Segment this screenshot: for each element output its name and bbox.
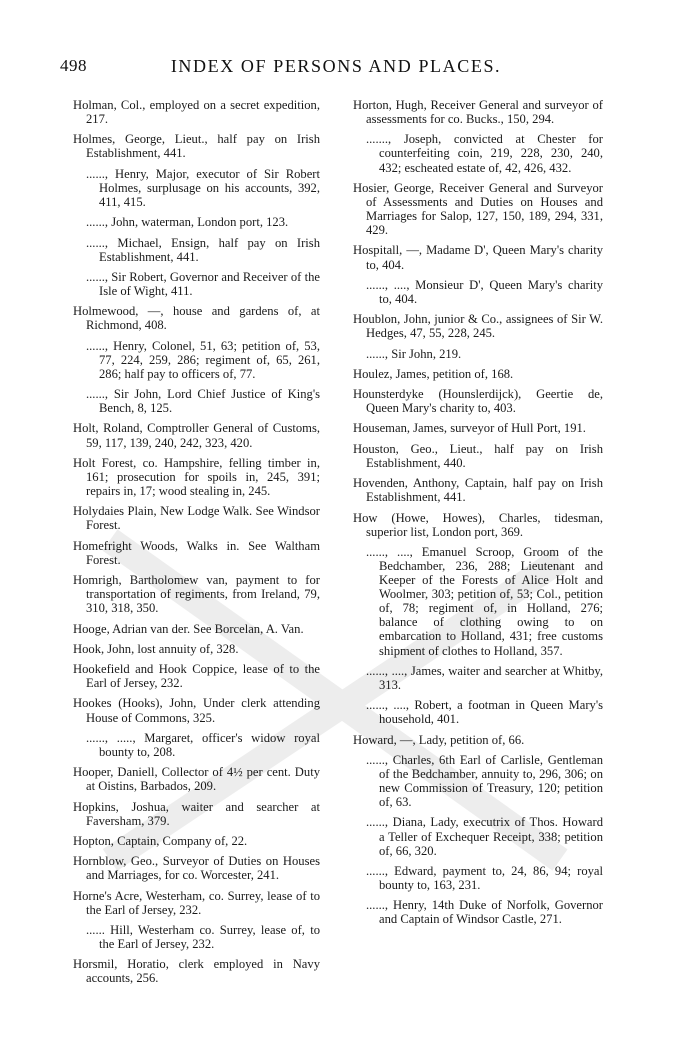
index-entry: Holmewood, —, house and gardens of, at Richmond, 408. <box>73 304 320 333</box>
index-subentry: ......, Charles, 6th Earl of Carlisle, Gentleman of the Bedchamber, annuity to, 296, 306; on new Commission of Treasury, 120; petition of, 63. <box>366 752 603 810</box>
index-subentry: ......, Sir John, Lord Chief Justice of King's Bench, 8, 125. <box>86 387 320 416</box>
index-entry: Houseman, James, surveyor of Hull Port, 191. <box>353 421 586 436</box>
index-entry: Holman, Col., employed on a secret expedition, 217. <box>73 98 320 127</box>
index-subentry: ......, Henry, Major, executor of Sir Robert Holmes, surplusage on his accounts, 392, 411, 415. <box>86 166 320 209</box>
index-entry: Hospitall, —, Madame D', Queen Mary's charity to, 404. <box>353 243 603 272</box>
index-subentry: ......, Edward, payment to, 24, 86, 94; royal bounty to, 163, 231. <box>366 863 603 892</box>
index-subentry: ......, Sir Robert, Governor and Receiver of the Isle of Wight, 411. <box>86 269 320 298</box>
index-subentry: ...... Hill, Westerham co. Surrey, lease of, to the Earl of Jersey, 232. <box>86 923 320 952</box>
index-entry: Holt, Roland, Comptroller General of Customs, 59, 117, 139, 240, 242, 323, 420. <box>73 421 320 450</box>
index-subentry: ......, John, waterman, London port, 123. <box>86 215 289 230</box>
index-subentry: ......, ...., Monsieur D', Queen Mary's charity to, 404. <box>366 277 603 306</box>
index-entry: Hornblow, Geo., Surveyor of Duties on Houses and Marriages, for co. Worcester, 241. <box>73 854 320 883</box>
index-subentry: ......, Diana, Lady, executrix of Thos. Howard a Teller of Exchequer Receipt, 338; petition of, 66, 320. <box>366 815 603 858</box>
index-entry: Holt Forest, co. Hampshire, felling timber in, 161; prosecution for spoils in, 245, 391; repairs in, 17; wood stealing in, 245. <box>73 455 320 499</box>
index-entry: Houblon, John, junior & Co., assignees of Sir W. Hedges, 47, 55, 228, 245. <box>353 312 603 341</box>
index-entry: Hosier, George, Receiver General and Surveyor of Assessments and Duties on Houses and Marriages for Salop, 127, 150, 189, 294, 331, 429. <box>353 180 603 238</box>
index-entry: Holmes, George, Lieut., half pay on Irish Establishment, 441. <box>73 132 320 161</box>
index-subentry: ......, Sir John, 219. <box>366 346 462 361</box>
index-column-right <box>353 98 603 933</box>
index-entry: Horton, Hugh, Receiver General and surveyor of assessments for co. Bucks., 150, 294. <box>353 98 603 127</box>
index-entry: Howard, —, Lady, petition of, 66. <box>353 732 525 747</box>
index-subentry: ......., Joseph, convicted at Chester for counterfeiting coin, 219, 228, 230, 240, 432; escheated estate of, 42, 426, 432. <box>366 132 603 175</box>
index-entry: Hopton, Captain, Company of, 22. <box>73 833 248 848</box>
index-entry: Hounsterdyke (Hounslerdijck), Geertie de, Queen Mary's charity to, 403. <box>353 387 603 416</box>
page-header <box>60 56 612 82</box>
index-subentry: ......, Michael, Ensign, half pay on Irish Establishment, 441. <box>86 235 320 264</box>
index-subentry: ......, ...., James, waiter and searcher at Whitby, 313. <box>366 663 603 692</box>
index-subentry: ......, Henry, Colonel, 51, 63; petition of, 53, 77, 224, 259, 286; regiment of, 65, 261, 286; half pay to officers of, 77. <box>86 338 320 381</box>
index-entry: Houston, Geo., Lieut., half pay on Irish Establishment, 440. <box>353 441 603 470</box>
index-entry: Hooper, Daniell, Collector of 4½ per cent. Duty at Oistins, Barbados, 209. <box>73 765 320 794</box>
index-entry: How (Howe, Howes), Charles, tidesman, superior list, London port, 369. <box>353 510 603 539</box>
index-entry: Hookefield and Hook Coppice, lease of to the Earl of Jersey, 232. <box>73 662 320 691</box>
index-column-left <box>73 98 320 992</box>
index-entry: Hovenden, Anthony, Captain, half pay on Irish Establishment, 441. <box>353 476 603 505</box>
index-entry: Hopkins, Joshua, waiter and searcher at Faversham, 379. <box>73 799 320 828</box>
index-entry: Holydaies Plain, New Lodge Walk. See Windsor Forest. <box>73 504 320 533</box>
index-entry: Hooge, Adrian van der. See Borcelan, A. Van. <box>73 621 304 636</box>
index-subentry: ......, ...., Robert, a footman in Queen Mary's household, 401. <box>366 698 603 727</box>
index-entry: Horsmil, Horatio, clerk employed in Navy accounts, 256. <box>73 957 320 986</box>
index-entry: Homefright Woods, Walks in. See Waltham Forest. <box>73 538 320 567</box>
page-number: 498 <box>60 56 87 75</box>
index-entry: Hook, John, lost annuity of, 328. <box>73 641 239 656</box>
index-subentry: ......, Henry, 14th Duke of Norfolk, Governor and Captain of Windsor Castle, 271. <box>366 898 603 927</box>
page-title: INDEX OF PERSONS AND PLACES. <box>170 56 502 76</box>
index-entry: Horne's Acre, Westerham, co. Surrey, lease of to the Earl of Jersey, 232. <box>73 888 320 917</box>
index-entry: Hookes (Hooks), John, Under clerk attending House of Commons, 325. <box>73 696 320 725</box>
index-subentry: ......, ....., Margaret, officer's widow royal bounty to, 208. <box>86 730 320 759</box>
index-subentry: ......, ...., Emanuel Scroop, Groom of the Bedchamber, 236, 288; Lieutenant and Keeper of the Forests of Alice Holt and Woolmer, 303; petition of, 53; Col., petition of, 78; regiment of, in Holland, 276; balance of clothing owing to on embarcation to Holland, 431; free customs shipment of clothes to Holland, 357. <box>366 544 603 658</box>
index-entry: Houlez, James, petition of, 168. <box>353 366 514 381</box>
index-entry: Homrigh, Bartholomew van, payment to for transportation of regiments, from Ireland, 79, 310, 318, 350. <box>73 573 320 616</box>
